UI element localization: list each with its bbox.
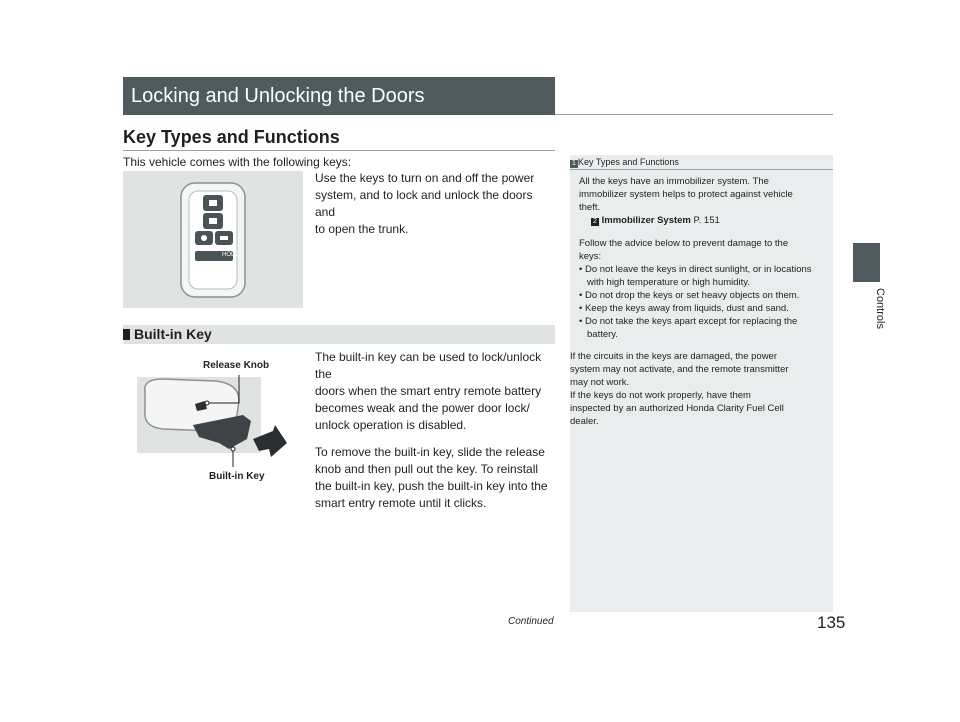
section-title: Locking and Unlocking the Doors [131,85,425,107]
page-heading: Key Types and Functions [123,127,340,147]
sidebar-outro-line: If the circuits in the keys are damaged, the power [570,351,777,362]
sidebar-content [579,175,829,341]
sidebar-bullet: • Do not leave the keys in direct sunlight, or in locations with high temperature or high humidity. [579,264,812,288]
continued-label: Continued [508,616,554,627]
builtin-para2-line: knob and then pull out the key. To reinstall [315,462,539,476]
bullet-text: Keep the keys away from liquids, dust and sand. [584,303,789,314]
sidebar-title-text: Key Types and Functions [578,157,679,167]
builtin-key-text [315,349,557,512]
sidebar-bullet: • Keep the keys away from liquids, dust and sand. [579,303,789,314]
builtin-para2-line: To remove the built-in key, slide the release [315,445,545,459]
sidebar-intro-line: All the keys have an immobilizer system. The [579,176,769,187]
hold-label: HOLD [222,252,239,258]
builtin-key-subheading [123,325,555,344]
square-bullet-icon [123,329,130,340]
key-fob-image [123,171,303,308]
sidebar-advice-line: keys: [579,251,602,262]
sidebar-outro-line: may not work. [570,377,630,388]
bullet-text: Do not leave the keys in direct sunlight, or in locations with high temperature or high humidity. [584,264,812,288]
builtin-key-image [123,351,303,487]
sidebar-bullet: • Do not drop the keys or set heavy objects on them. [579,290,800,301]
cross-ref-icon: 2 [591,218,599,226]
builtin-para1-line: unlock operation is disabled. [315,418,467,432]
cross-ref-name: Immobilizer System [601,215,691,226]
cross-ref-page: P. 151 [693,215,720,226]
sidebar-advice-line: Follow the advice below to prevent damage to the [579,238,789,249]
chapter-tab[interactable] [853,243,880,282]
sidebar-outro [570,350,832,428]
sidebar-intro-line: immobilizer system helps to protect against vehicle [579,189,793,200]
sidebar-intro-line: theft. [579,202,601,213]
builtin-para2-line: smart entry remote until it clicks. [315,496,487,510]
builtin-key-illustration [123,351,303,487]
section-banner [123,77,555,115]
cross-reference[interactable] [579,214,829,227]
paragraph-gap [315,434,557,444]
sidebar-title [570,156,679,168]
bullet-text: Do not take the keys apart except for replacing the battery. [584,316,798,340]
builtin-key-label: Built-in Key [209,471,265,482]
heading-divider [123,150,555,151]
note-marker-icon: 1 [570,160,578,168]
builtin-key-heading: Built-in Key [134,326,212,342]
paragraph-gap [579,227,829,237]
key-description [315,170,555,238]
release-knob-label: Release Knob [203,360,270,371]
sidebar-outro-line: dealer. [570,416,599,427]
builtin-para1-line: doors when the smart entry remote battery [315,384,542,398]
builtin-para1-line: becomes weak and the power door lock/ [315,401,530,415]
banner-divider [555,114,833,115]
intro-text: This vehicle comes with the following keys: [123,155,352,169]
sidebar-bullet: • Do not take the keys apart except for replacing the battery. [579,316,798,340]
sidebar-outro-line: system may not activate, and the remote transmitter [570,364,789,375]
sidebar-divider [570,169,833,170]
chapter-tab-label: Controls [874,288,886,329]
key-desc-line: Use the keys to turn on and off the power [315,171,535,185]
key-desc-line: to open the trunk. [315,222,409,236]
bullet-text: Do not drop the keys or set heavy objects on them. [584,290,800,301]
page-number: 135 [817,613,846,632]
sidebar-outro-line: If the keys do not work properly, have them [570,390,751,401]
builtin-para1-line: The built-in key can be used to lock/unlock the [315,350,542,381]
key-desc-line: system, and to lock and unlock the doors and [315,188,533,219]
sidebar-outro-line: inspected by an authorized Honda Clarity Fuel Cell [570,403,784,414]
key-fob-illustration [123,171,303,308]
builtin-para2-line: the built-in key, push the built-in key into the [315,479,548,493]
